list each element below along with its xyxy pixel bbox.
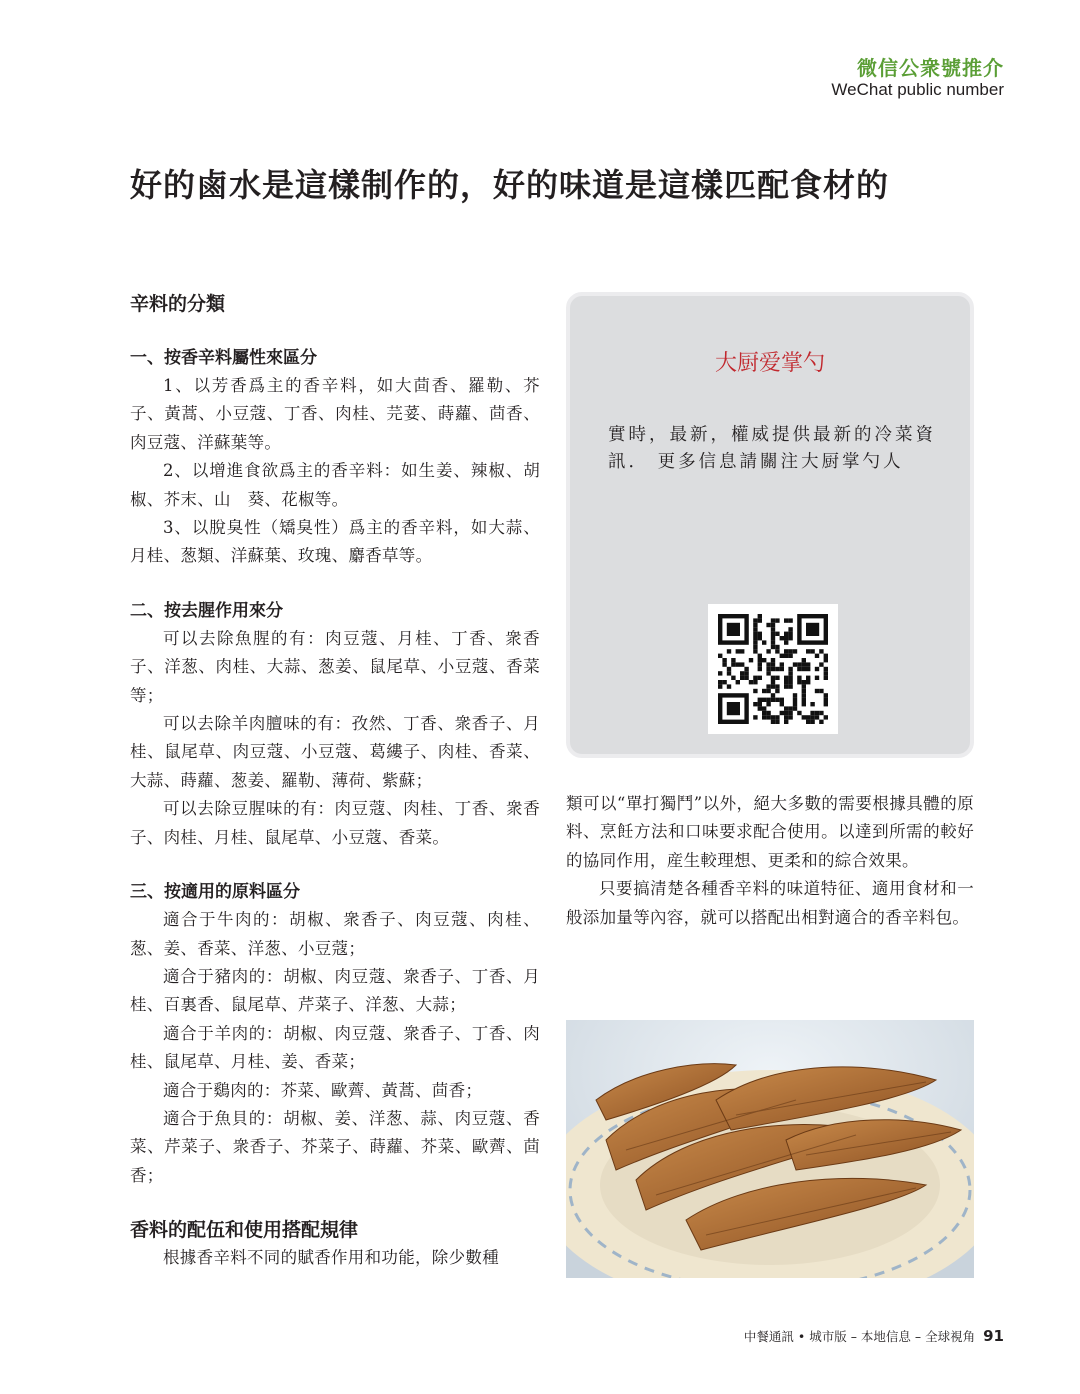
paragraph: 可以去除羊肉膻味的有：孜然、丁香、衆香子、月桂、鼠尾草、肉豆蔻、小豆蔻、葛縷子、肉桂、香菜、大蒜、蒔蘿、葱姜、羅勒、薄荷、紫蘇； (130, 714, 540, 790)
paragraph: 根據香辛料不同的賦香作用和功能，除少數種 (163, 1248, 499, 1268)
column-label-english: WeChat public number (831, 80, 1004, 99)
subsection-heading: 三、按適用的原料區分 (130, 882, 300, 903)
paragraph: 可以去除魚腥的有：肉豆蔻、月桂、丁香、衆香子、洋葱、肉桂、大蒜、葱姜、鼠尾草、小豆蔻、香菜等； (130, 628, 540, 705)
article-title: 好的鹵水是這樣制作的，好的味道是這樣匹配食材的 (130, 166, 890, 204)
section-heading: 辛料的分類 (130, 293, 226, 315)
column-label: 微信公衆號推介 (857, 56, 1004, 80)
section-heading: 香料的配伍和使用搭配規律 (130, 1219, 359, 1242)
page-footer (744, 1327, 1004, 1345)
paragraph: 適合于牛肉的：胡椒、衆香子、肉豆蔻、肉桂、葱、姜、香菜、洋葱、小豆蔻； (130, 910, 540, 958)
wechat-promo-box (566, 292, 974, 758)
paragraph: 類可以“單打獨鬥”以外，絕大多數的需要根據具體的原料、烹飪方法和口味要求配合使用。以達到所需的較好的協同作用，産生較理想、更柔和的綜合效果。 (566, 794, 974, 870)
subsection-heading: 二、按去腥作用來分 (130, 600, 283, 621)
promo-text: 實時，最新，權威提供最新的冷菜資訊． 更多信息請關注大厨掌勺人 (608, 425, 936, 472)
qr-code-graphic (708, 604, 838, 734)
promo-title: 大厨爱掌勺 (714, 351, 825, 376)
paragraph: 適合于鷄肉的：芥菜、歐薺、黃蒿、茴香； (163, 1080, 483, 1100)
left-column (130, 290, 540, 1273)
paragraph: 3、以脫臭性（矯臭性）爲主的香辛料，如大蒜、月桂、葱類、洋蘇葉、玫瑰、麝香草等。 (130, 518, 540, 566)
paragraph: 適合于魚貝的：胡椒、姜、洋葱、蒜、肉豆蔻、香菜、芹菜子、衆香子、芥菜子、蒔蘿、芥菜、歐薺、茴香； (130, 1108, 540, 1185)
paragraph: 1、以芳香爲主的香辛料，如大茴香、羅勒、芥子、黃蒿、小豆蔻、丁香、肉桂、芫荽、蒔蘿、茴香、肉豆蔻、洋蘇葉等。 (130, 376, 540, 452)
food-photo (566, 1020, 974, 1278)
braised-duck-wings-image (566, 1020, 974, 1278)
qr-code[interactable] (708, 604, 838, 734)
paragraph: 2、以增進食欲爲主的香辛料：如生姜、辣椒、胡椒、芥末、山 葵、花椒等。 (130, 461, 540, 509)
page-number: 91 (983, 1327, 1004, 1345)
footer-text: 中餐通訊 • 城市版 – 本地信息 – 全球視角 (743, 1329, 976, 1344)
subsection-heading: 一、按香辛料屬性來區分 (130, 348, 317, 368)
paragraph: 只要搞清楚各種香辛料的味道特征、適用食材和一般添加量等內容，就可以搭配出相對適合的香辛料包。 (566, 879, 974, 927)
right-column (566, 790, 974, 932)
paragraph: 適合于豬肉的：胡椒、肉豆蔻、衆香子、丁香、月桂、百裏香、鼠尾草、芹菜子、洋葱、大蒜； (130, 966, 540, 1015)
paragraph: 可以去除豆腥味的有：肉豆蔻、肉桂、丁香、衆香子、肉桂、月桂、鼠尾草、小豆蔻、香菜。 (130, 799, 540, 847)
paragraph: 適合于羊肉的：胡椒、肉豆蔻、衆香子、丁香、肉桂、鼠尾草、月桂、姜、香菜； (130, 1023, 540, 1072)
